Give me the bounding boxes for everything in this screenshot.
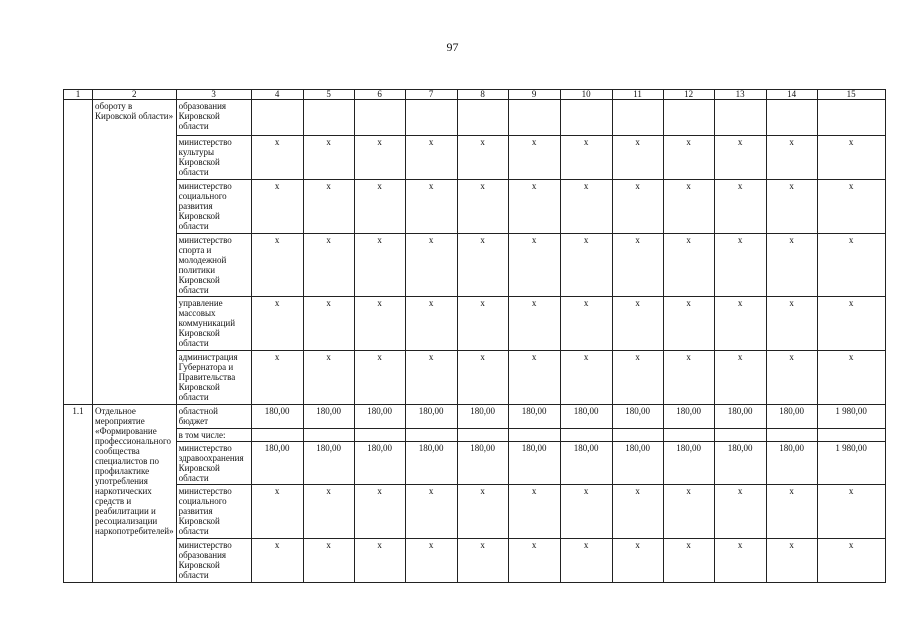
value-cell: 180,00 — [508, 442, 560, 485]
value-cell: x — [457, 234, 508, 297]
value-cell: x — [817, 539, 885, 583]
table-row — [64, 485, 886, 539]
value-cell: x — [508, 539, 560, 583]
value-cell: x — [766, 180, 817, 234]
value-cell: x — [714, 180, 766, 234]
value-cell: x — [457, 485, 508, 539]
value-cell: x — [354, 180, 405, 234]
table-row — [64, 297, 886, 351]
value-cell: x — [354, 485, 405, 539]
value-cell: x — [817, 297, 885, 351]
value-cell: x — [766, 351, 817, 405]
value-cell — [663, 100, 714, 136]
value-cell: x — [457, 297, 508, 351]
value-cell: 180,00 — [766, 442, 817, 485]
column-header: 13 — [714, 90, 766, 100]
value-cell: x — [251, 136, 303, 180]
value-cell: x — [612, 297, 663, 351]
table-row — [64, 100, 886, 136]
value-cell: x — [354, 136, 405, 180]
header-row — [64, 90, 886, 100]
value-cell: x — [612, 234, 663, 297]
value-cell: x — [457, 136, 508, 180]
value-cell: 180,00 — [612, 405, 663, 429]
value-cell: x — [303, 136, 354, 180]
value-cell: x — [714, 234, 766, 297]
value-cell: x — [714, 485, 766, 539]
value-cell: x — [560, 351, 612, 405]
value-cell: x — [251, 485, 303, 539]
value-cell: x — [560, 234, 612, 297]
value-cell: x — [817, 234, 885, 297]
column-header: 15 — [817, 90, 885, 100]
executor-cell: образования Кировской области — [176, 100, 251, 136]
value-cell: x — [303, 485, 354, 539]
value-cell: x — [663, 539, 714, 583]
value-cell — [560, 100, 612, 136]
value-cell: x — [663, 234, 714, 297]
value-cell: x — [508, 297, 560, 351]
value-cell: x — [508, 234, 560, 297]
value-cell: x — [714, 351, 766, 405]
value-cell — [714, 100, 766, 136]
value-cell: 180,00 — [663, 442, 714, 485]
value-cell: x — [714, 297, 766, 351]
value-cell — [354, 429, 405, 442]
value-cell — [560, 429, 612, 442]
executor-cell: управление массовых коммуникаций Кировской области — [176, 297, 251, 351]
value-cell: 180,00 — [251, 442, 303, 485]
value-cell: x — [663, 180, 714, 234]
measure-name: обороту в Кировской области» — [93, 100, 177, 405]
value-cell: 180,00 — [303, 442, 354, 485]
value-cell: x — [405, 234, 457, 297]
value-cell — [714, 429, 766, 442]
value-cell — [457, 100, 508, 136]
executor-cell: министерство культуры Кировской области — [176, 136, 251, 180]
value-cell — [405, 100, 457, 136]
value-cell: x — [714, 539, 766, 583]
value-cell: x — [560, 539, 612, 583]
value-cell: 180,00 — [714, 442, 766, 485]
value-cell: x — [663, 351, 714, 405]
value-cell: x — [817, 180, 885, 234]
value-cell: x — [612, 136, 663, 180]
value-cell: x — [612, 485, 663, 539]
value-cell: x — [251, 234, 303, 297]
value-cell: x — [612, 351, 663, 405]
value-cell: x — [508, 180, 560, 234]
value-cell: 1 980,00 — [817, 405, 885, 429]
value-cell: x — [303, 180, 354, 234]
value-cell: x — [560, 297, 612, 351]
row-number — [64, 100, 93, 405]
value-cell: 180,00 — [405, 442, 457, 485]
value-cell: x — [714, 136, 766, 180]
budget-table — [63, 89, 886, 583]
value-cell: x — [766, 234, 817, 297]
page-number: 97 — [446, 40, 459, 54]
value-cell: 180,00 — [405, 405, 457, 429]
table-row — [64, 180, 886, 234]
value-cell: x — [303, 539, 354, 583]
value-cell — [251, 100, 303, 136]
value-cell: x — [560, 180, 612, 234]
value-cell — [508, 429, 560, 442]
value-cell: x — [303, 351, 354, 405]
value-cell: x — [303, 297, 354, 351]
executor-cell: министерство образования Кировской области — [176, 539, 251, 583]
value-cell: 180,00 — [354, 442, 405, 485]
value-cell: x — [817, 136, 885, 180]
value-cell: 180,00 — [457, 442, 508, 485]
table-row — [64, 539, 886, 583]
value-cell: 180,00 — [560, 405, 612, 429]
table-row — [64, 351, 886, 405]
value-cell: 180,00 — [354, 405, 405, 429]
value-cell: 180,00 — [560, 442, 612, 485]
table-row — [64, 405, 886, 429]
value-cell: x — [663, 136, 714, 180]
value-cell — [354, 100, 405, 136]
column-header: 1 — [64, 90, 93, 100]
column-header: 12 — [663, 90, 714, 100]
value-cell: x — [405, 180, 457, 234]
value-cell: 180,00 — [663, 405, 714, 429]
executor-cell: областной бюджет — [176, 405, 251, 429]
value-cell — [663, 429, 714, 442]
value-cell: 180,00 — [251, 405, 303, 429]
column-header: 11 — [612, 90, 663, 100]
value-cell: x — [354, 297, 405, 351]
value-cell: x — [354, 351, 405, 405]
value-cell: x — [457, 539, 508, 583]
value-cell: x — [405, 485, 457, 539]
row-number: 1.1 — [64, 405, 93, 583]
value-cell: x — [303, 234, 354, 297]
executor-cell: министерство спорта и молодежной политики Кировской области — [176, 234, 251, 297]
value-cell: x — [251, 539, 303, 583]
value-cell: x — [354, 234, 405, 297]
value-cell: x — [405, 136, 457, 180]
column-header: 10 — [560, 90, 612, 100]
value-cell — [817, 429, 885, 442]
value-cell — [303, 100, 354, 136]
value-cell: x — [508, 351, 560, 405]
value-cell — [457, 429, 508, 442]
executor-cell: министерство социального развития Кировской области — [176, 180, 251, 234]
value-cell — [405, 429, 457, 442]
value-cell: 180,00 — [714, 405, 766, 429]
value-cell: x — [560, 485, 612, 539]
value-cell: x — [560, 136, 612, 180]
value-cell: x — [766, 297, 817, 351]
value-cell — [251, 429, 303, 442]
value-cell — [817, 100, 885, 136]
value-cell: x — [817, 351, 885, 405]
value-cell: x — [663, 297, 714, 351]
value-cell: x — [251, 180, 303, 234]
value-cell — [766, 100, 817, 136]
value-cell: x — [612, 539, 663, 583]
column-header: 5 — [303, 90, 354, 100]
value-cell: x — [251, 351, 303, 405]
table-row — [64, 136, 886, 180]
value-cell: 180,00 — [303, 405, 354, 429]
value-cell: x — [405, 351, 457, 405]
column-header: 6 — [354, 90, 405, 100]
value-cell: x — [817, 485, 885, 539]
value-cell: x — [766, 485, 817, 539]
value-cell — [612, 100, 663, 136]
value-cell: 180,00 — [612, 442, 663, 485]
value-cell: x — [663, 485, 714, 539]
value-cell: x — [457, 351, 508, 405]
column-header: 7 — [405, 90, 457, 100]
value-cell — [303, 429, 354, 442]
value-cell — [766, 429, 817, 442]
value-cell: x — [251, 297, 303, 351]
value-cell: x — [405, 539, 457, 583]
column-header: 9 — [508, 90, 560, 100]
value-cell: 1 980,00 — [817, 442, 885, 485]
value-cell: 180,00 — [508, 405, 560, 429]
executor-cell: в том числе: — [176, 429, 251, 442]
value-cell: x — [766, 136, 817, 180]
table-row — [64, 442, 886, 485]
value-cell: x — [405, 297, 457, 351]
column-header: 3 — [176, 90, 251, 100]
value-cell: x — [354, 539, 405, 583]
table-row — [64, 234, 886, 297]
value-cell — [508, 100, 560, 136]
value-cell: x — [766, 539, 817, 583]
column-header: 14 — [766, 90, 817, 100]
value-cell: x — [508, 485, 560, 539]
value-cell: x — [612, 180, 663, 234]
column-header: 4 — [251, 90, 303, 100]
value-cell — [612, 429, 663, 442]
value-cell: 180,00 — [457, 405, 508, 429]
column-header: 8 — [457, 90, 508, 100]
measure-name: Отдельное мероприятие «Формирование профессионального сообщества специалистов по профилактике употребления наркотических средств и реабилитации и ресоциализации наркопотребителей» — [93, 405, 177, 583]
executor-cell: министерство здравоохранения Кировской области — [176, 442, 251, 485]
executor-cell: администрация Губернатора и Правительства Кировской области — [176, 351, 251, 405]
value-cell: x — [457, 180, 508, 234]
table-row — [64, 429, 886, 442]
executor-cell: министерство социального развития Кировской области — [176, 485, 251, 539]
value-cell: x — [508, 136, 560, 180]
value-cell: 180,00 — [766, 405, 817, 429]
column-header: 2 — [93, 90, 177, 100]
